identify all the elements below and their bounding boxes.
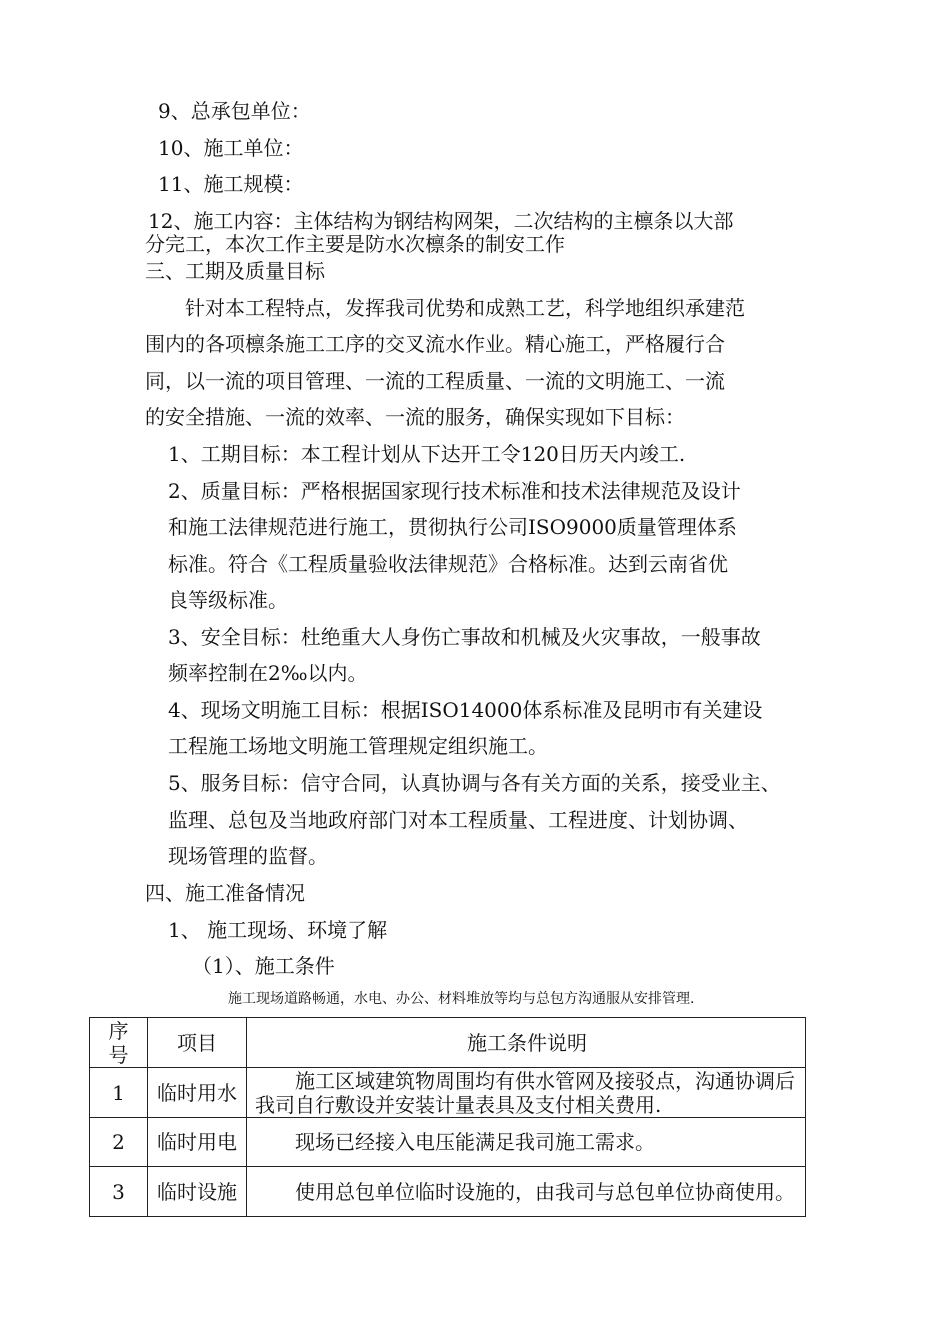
goal-line: 1、工期目标：本工程计划从下达开工令120日历天内竣工.: [168, 442, 686, 466]
row-number: 1: [90, 1068, 148, 1118]
row-item-cell: [148, 1167, 247, 1217]
header-cell-desc: 施工条件说明: [247, 1018, 806, 1068]
row-number: 3: [90, 1167, 148, 1217]
paragraph-line: 同，以一流的项目管理、一流的工程质量、一流的文明施工、一流: [145, 369, 725, 393]
table-row: [90, 1118, 806, 1167]
subsection-heading: （1）、施工条件: [192, 954, 335, 978]
row-description: 施工区域建筑物周围均有供水管网及接驳点，沟通协调后我司自行敷设并安装计量表具及支付相关费用.: [247, 1068, 806, 1118]
goal-line: 3、安全目标：杜绝重大人身伤亡事故和机械及火灾事故，一般事故: [168, 625, 761, 649]
row-description: 使用总包单位临时设施的，由我司与总包单位协商使用。: [247, 1167, 806, 1217]
row-item-cell: [148, 1118, 247, 1167]
project-info-line: 11、施工规模：: [158, 172, 304, 196]
header-label: 序号: [108, 1018, 129, 1067]
goal-line: 频率控制在2‰以内。: [168, 661, 368, 685]
goal-line: 现场管理的监督。: [168, 844, 328, 868]
project-info-line: 12、施工内容：主体结构为钢结构网架，二次结构的主檩条以大部: [148, 209, 734, 233]
goal-line: 2、质量目标：严格根据国家现行技术标准和技术法律规范及设计: [168, 479, 741, 503]
goal-line: 工程施工场地文明施工管理规定组织施工。: [168, 734, 548, 758]
row-item-cell: [148, 1068, 247, 1118]
goal-line: 良等级标准。: [168, 588, 288, 612]
row-item: 临时设施: [157, 1179, 237, 1204]
section-heading: 三、工期及质量目标: [145, 259, 325, 283]
header-cell-no: [90, 1018, 148, 1068]
goal-line: 5、服务目标：信守合同，认真协调与各有关方面的关系，接受业主、: [168, 771, 781, 795]
subsection-heading: 1、 施工现场、环境了解: [168, 918, 388, 942]
table-header-row: [90, 1018, 806, 1068]
row-item: 临时用电: [157, 1130, 237, 1154]
goal-line: 标准。符合《工程质量验收法律规范》合格标准。达到云南省优: [168, 552, 728, 576]
project-info-line: 分完工，本次工作主要是防水次檩条的制安工作: [145, 232, 565, 256]
construction-conditions-table: [89, 1017, 806, 1217]
row-number: 2: [90, 1118, 148, 1167]
header-cell-item: 项目: [148, 1018, 247, 1068]
table-row: [90, 1068, 806, 1118]
project-info-line: 9、总承包单位：: [158, 99, 311, 123]
goal-line: 和施工法律规范进行施工，贯彻执行公司ISO9000质量管理体系: [168, 515, 737, 539]
paragraph-line: 围内的各项檩条施工工序的交叉流水作业。精心施工，严格履行合: [145, 332, 725, 356]
paragraph-line: 的安全措施、一流的效率、一流的服务，确保实现如下目标：: [145, 405, 685, 429]
section-heading: 四、施工准备情况: [145, 881, 305, 905]
project-info-line: 10、施工单位：: [158, 136, 304, 160]
goal-line: 4、现场文明施工目标：根据ISO14000体系标准及昆明市有关建设: [168, 698, 763, 722]
table-row: [90, 1167, 806, 1217]
row-description: 现场已经接入电压能满足我司施工需求。: [247, 1118, 806, 1167]
paragraph-line: 针对本工程特点，发挥我司优势和成熟工艺，科学地组织承建范: [185, 296, 745, 320]
row-item: 临时用水: [157, 1080, 237, 1105]
table-caption-note: 施工现场道路畅通，水电、办公、材料堆放等均与总包方沟通服从安排管理.: [228, 991, 695, 1007]
goal-line: 监理、总包及当地政府部门对本工程质量、工程进度、计划协调、: [168, 808, 748, 832]
